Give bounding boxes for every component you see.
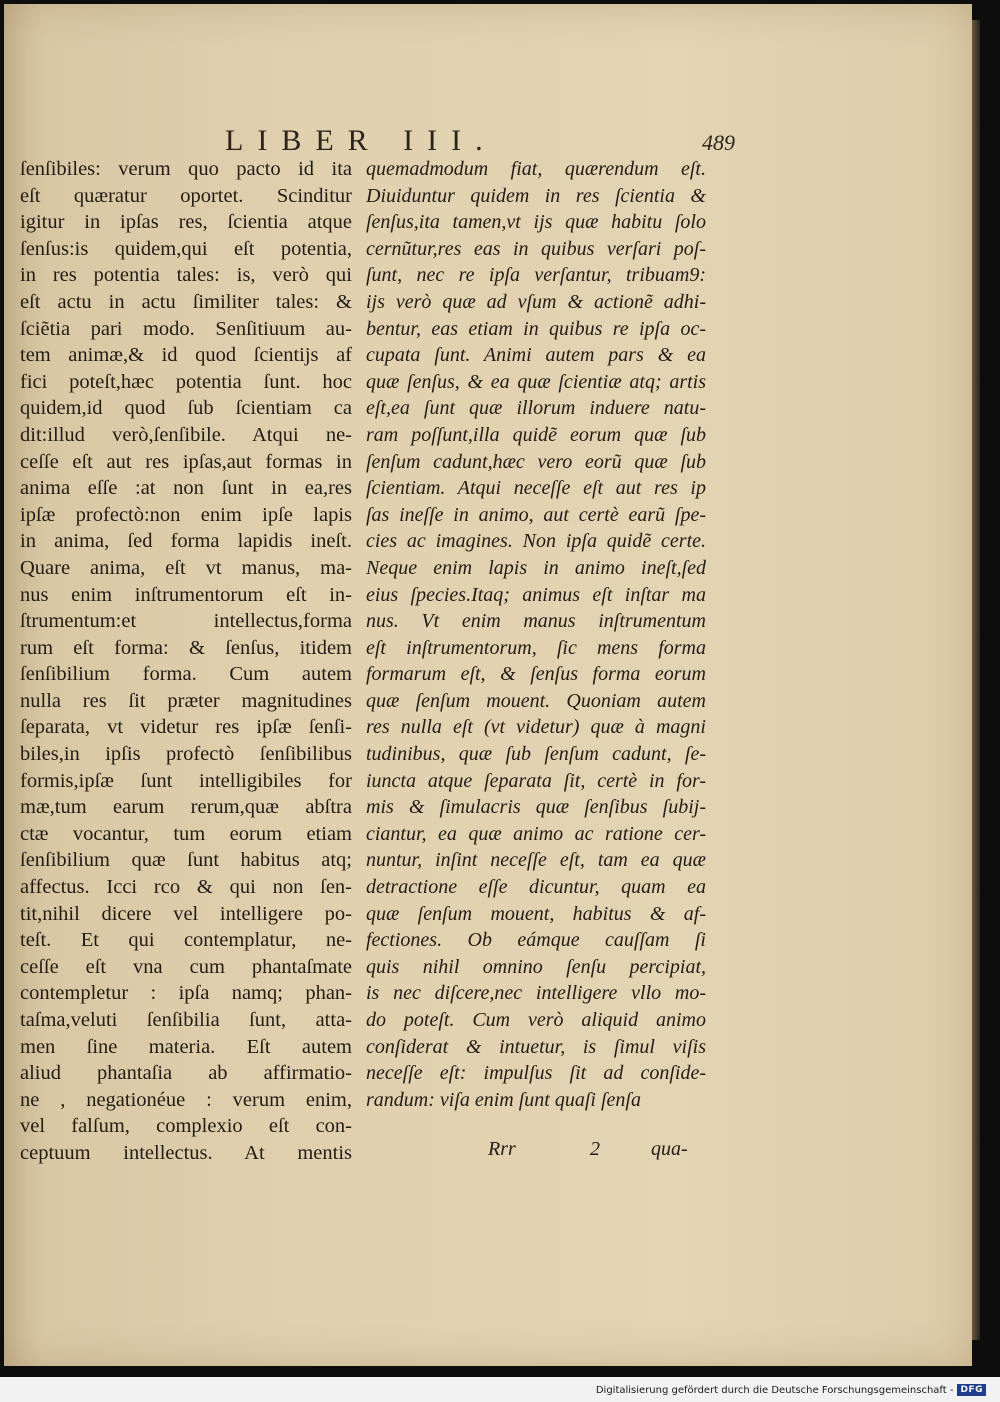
text-line: vel falſum, complexio eſt con- bbox=[20, 1115, 352, 1138]
text-line: ſciẽtia pari modo. Senſitiuum au- bbox=[20, 317, 352, 340]
catchword: qua- bbox=[651, 1138, 688, 1160]
dfg-logo: DFG bbox=[957, 1384, 986, 1396]
text-line: do poteſt. Cum verò aliquid animo bbox=[366, 1009, 706, 1031]
text-line: res nulla eſt (vt videtur) quæ à magni bbox=[366, 716, 706, 739]
text-line: mæ,tum earum rerum,quæ abſtra bbox=[20, 796, 352, 819]
text-line: Diuiduntur quidem in res ſcientia & bbox=[366, 184, 706, 207]
text-line: dit:illud verò,ſenſibile. Atqui ne- bbox=[20, 423, 352, 446]
text-line: ne , negationéue : verum enim, bbox=[20, 1088, 352, 1111]
text-line: ſunt, nec re ipſa verſantur, tribuam9: bbox=[366, 264, 706, 287]
text-line: ceſſe eſt aut res ipſas,aut formas in bbox=[20, 450, 352, 473]
signature-number: 2 bbox=[590, 1138, 600, 1160]
text-line: is nec diſcere,nec intelligere vllo mo- bbox=[366, 982, 706, 1005]
left-column-latin-text bbox=[20, 156, 352, 1167]
text-line: quæ ſenſus, & ea quæ ſcientiæ atq; artis bbox=[366, 370, 706, 393]
text-line: quidem,id quod ſub ſcientiam ca bbox=[20, 397, 352, 420]
text-line: contempletur : ipſa namq; phan- bbox=[20, 982, 352, 1005]
text-line: nus. Vt enim manus inſtrumentum bbox=[366, 610, 706, 633]
signature-mark: Rrr bbox=[488, 1138, 516, 1160]
text-line: eſt,ea ſunt quæ illorum induere natu- bbox=[366, 397, 706, 420]
text-line: nuntur, inſint neceſſe eſt, tam ea quæ bbox=[366, 849, 706, 872]
text-line: tudinibus, quæ ſub ſenſum cadunt, ſe- bbox=[366, 743, 706, 766]
text-line: tem animæ,& id quod ſcientijs af bbox=[20, 344, 352, 367]
text-line: Neque enim lapis in animo ineſt,ſed bbox=[366, 556, 706, 579]
text-line: aliud phantaſia ab affirmatio- bbox=[20, 1062, 352, 1085]
text-line: men ſine materia. Eſt autem bbox=[20, 1035, 352, 1058]
text-line: ſcientiam. Atqui neceſſe eſt aut res ip bbox=[366, 477, 706, 500]
text-line: ciantur, ea quæ animo ac ratione cer- bbox=[366, 822, 706, 845]
text-line: mis & ſimulacris quæ ſenſibus ſubij- bbox=[366, 796, 706, 819]
text-line: cies ac imagines. Non ipſa quidẽ certe. bbox=[366, 530, 706, 553]
text-line: nulla res ſit præter magnitudines bbox=[20, 689, 352, 712]
digitization-footer bbox=[596, 1384, 986, 1396]
text-line: quæ ſenſum mouent, habitus & af- bbox=[366, 902, 706, 925]
text-line: formarum eſt, & ſenſus forma eorum bbox=[366, 663, 706, 686]
text-line: anima eſſe :at non ſunt in ea,res bbox=[20, 477, 352, 500]
page-edge bbox=[972, 20, 980, 1340]
text-line: nus enim inſtrumentorum eſt in- bbox=[20, 583, 352, 606]
text-line: in anima, ſed forma lapidis ineſt. bbox=[20, 530, 352, 553]
text-line: randum: viſa enim ſunt quaſi ſenſa bbox=[366, 1088, 641, 1111]
text-line: neceſſe eſt: impulſus ſit ad conſide- bbox=[366, 1062, 706, 1085]
text-line: formis,ipſæ ſunt intelligibiles for bbox=[20, 769, 352, 792]
text-line: detractione eſſe dicuntur, quam ea bbox=[366, 876, 706, 899]
text-line: ſenſibilium quæ ſunt habitus atq; bbox=[20, 849, 352, 872]
text-line: in res potentia tales: is, verò qui bbox=[20, 264, 352, 287]
text-line: teſt. Et qui contemplatur, ne- bbox=[20, 929, 352, 952]
text-line: eſt inſtrumentorum, ſic mens forma bbox=[366, 636, 706, 659]
text-line: ſeparata, vt videtur res ipſæ ſenſi- bbox=[20, 716, 352, 739]
text-line: ſenſus,ita tamen,vt ijs quæ habitu ſolo bbox=[366, 211, 706, 234]
text-line: quis nihil omnino ſenſu percipiat, bbox=[366, 955, 706, 978]
text-line: iuncta atque ſeparata ſit, certè in for- bbox=[366, 769, 706, 792]
text-line: cupata ſunt. Animi autem pars & ea bbox=[366, 344, 706, 367]
text-line: ſenſus:is quidem,qui eſt potentia, bbox=[20, 237, 352, 260]
text-line: ſenſibilium forma. Cum autem bbox=[20, 663, 352, 686]
text-line: ſas ineſſe in animo, aut certè earũ ſpe- bbox=[366, 503, 706, 526]
text-line: rum eſt forma: & ſenſus, itidem bbox=[20, 636, 352, 659]
text-line: ram poſſunt,illa quidẽ eorum quæ ſub bbox=[366, 423, 706, 446]
text-line: eſt actu in actu ſimiliter tales: & bbox=[20, 290, 352, 313]
page-number: 489 bbox=[702, 130, 735, 155]
text-line: taſma,veluti ſenſibilia ſunt, atta- bbox=[20, 1009, 352, 1031]
text-line: cernũtur,res eas in quibus verſari poſ- bbox=[366, 237, 706, 260]
text-line: Quare anima, eſt vt manus, ma- bbox=[20, 556, 352, 579]
running-head: LIBER III. bbox=[225, 124, 497, 157]
text-line: bentur, eas etiam in quibus re ipſa oc- bbox=[366, 317, 706, 340]
text-line: ceptuum intellectus. At mentis bbox=[20, 1141, 352, 1164]
text-line: conſiderat & intuetur, is ſimul viſis bbox=[366, 1035, 706, 1058]
text-line: eſt quæratur oportet. Scinditur bbox=[20, 184, 352, 207]
text-line: fici poteſt,hæc potentia ſunt. hoc bbox=[20, 370, 352, 393]
right-column-italic-translation bbox=[366, 156, 706, 1113]
text-line: ctæ vocantur, tum eorum etiam bbox=[20, 822, 352, 845]
text-line: ceſſe eſt vna cum phantaſmate bbox=[20, 955, 352, 978]
text-line: igitur in ipſas res, ſcientia atque bbox=[20, 211, 352, 234]
text-line: ſenſibiles: verum quo pacto id ita bbox=[20, 158, 352, 180]
text-line: ſtrumentum:et intellectus,forma bbox=[20, 610, 352, 633]
text-line: ijs verò quæ ad vſum & actionẽ adhi- bbox=[366, 290, 706, 313]
text-line: affectus. Icci rco & qui non ſen- bbox=[20, 876, 352, 899]
text-line: ipſæ profectò:non enim ipſe lapis bbox=[20, 503, 352, 526]
text-line: quemadmodum fiat, quærendum eſt. bbox=[366, 158, 706, 180]
text-line: biles,in ipſis profectò ſenſibilibus bbox=[20, 743, 352, 766]
text-line: fectiones. Ob eámque cauſſam ſi bbox=[366, 929, 706, 952]
text-line: quæ ſenſum mouent. Quoniam autem bbox=[366, 689, 706, 712]
text-line: ſenſum cadunt,hæc vero eorũ quæ ſub bbox=[366, 450, 706, 473]
footer-text: Digitalisierung gefördert durch die Deutsche Forschungsgemeinschaft - bbox=[595, 1384, 954, 1396]
text-line: eius ſpecies.Itaq; animus eſt inſtar ma bbox=[366, 583, 706, 606]
text-line: tit,nihil dicere vel intelligere po- bbox=[20, 902, 352, 925]
